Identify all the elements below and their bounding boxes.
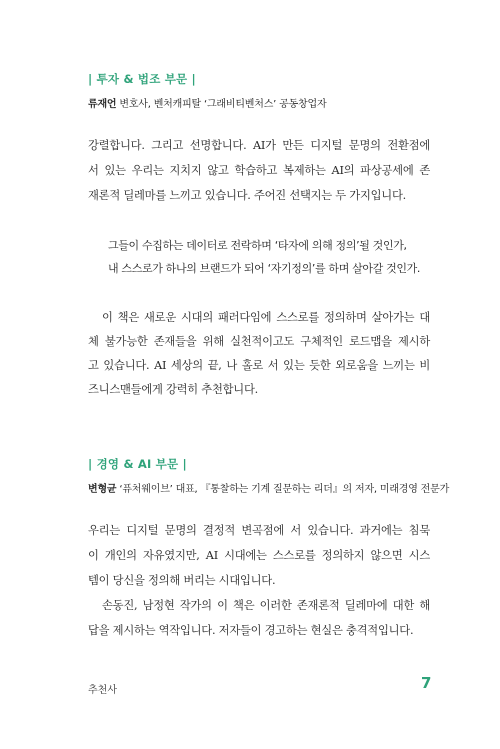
- quote-line: 그들이 수집하는 데이터로 전락하며 ‘타자에 의해 정의’될 것인가,: [108, 239, 407, 252]
- section-label-investment-law: [88, 71, 196, 87]
- text-line: 이 개인의 자유였지만, AI 시대에는 스스로를 정의하지 않으면 시스: [88, 549, 430, 562]
- section-title: 경영 & AI 부문: [96, 457, 179, 471]
- label-bar-left: |: [88, 457, 93, 471]
- text-line: 고 있습니다. AI 세상의 끝, 나 홀로 서 있는 듯한 외로움을 느끼는 비: [88, 359, 430, 372]
- label-bar-right: |: [191, 72, 196, 86]
- recommender-title: 변호사, 벤처캐피탈 ‘그래비티벤처스’ 공동창업자: [116, 99, 327, 110]
- text-line: 손동진, 남정현 작가의 이 책은 이러한 존재론적 딜레마에 대한 해: [102, 599, 430, 612]
- section-title: 투자 & 법조 부문: [96, 72, 188, 86]
- text-line: 답을 제시하는 역작입니다. 저자들이 경고하는 현실은 충격적입니다.: [88, 624, 414, 637]
- text-line: 재론적 딜레마를 느끼고 있습니다. 주어진 선택지는 두 가지입니다.: [88, 189, 406, 202]
- recommender-byline: [88, 95, 326, 110]
- text-line: 체 불가능한 존재들을 위해 실천적이고도 구체적인 로드맵을 제시하: [88, 335, 430, 348]
- page-number: 7: [421, 674, 432, 692]
- text-line: 즈니스맨들에게 강력히 추천합니다.: [88, 383, 258, 396]
- text-line: 템이 당신을 정의해 버리는 시대입니다.: [88, 574, 276, 587]
- recommender-title: ‘퓨처웨이브’ 대표, 『통찰하는 기계 질문하는 리더』의 저자, 미래경영 전문가: [116, 484, 450, 495]
- running-footer: 추천사: [88, 685, 117, 696]
- recommender-name: 변형균: [88, 484, 117, 495]
- text-line: 서 있는 우리는 지치지 않고 학습하고 복제하는 AI의 파상공세에 존: [88, 164, 430, 177]
- text-line: 우리는 디지털 문명의 결정적 변곡점에 서 있습니다. 과거에는 침묵: [88, 524, 430, 537]
- quote-line: 내 스스로가 하나의 브랜드가 되어 ‘자기정의’를 하며 살아갈 것인가.: [108, 262, 421, 275]
- label-bar-right: |: [182, 457, 187, 471]
- text-line: 이 책은 새로운 시대의 패러다임에 스스로를 정의하며 살아가는 대: [102, 311, 430, 324]
- recommender-name: 류재언: [88, 99, 117, 110]
- recommender-byline: [88, 480, 449, 495]
- section-label-management-ai: [88, 456, 187, 472]
- label-bar-left: |: [88, 72, 93, 86]
- text-line: 강렬합니다. 그리고 선명합니다. AI가 만든 디지털 문명의 전환점에: [88, 139, 430, 152]
